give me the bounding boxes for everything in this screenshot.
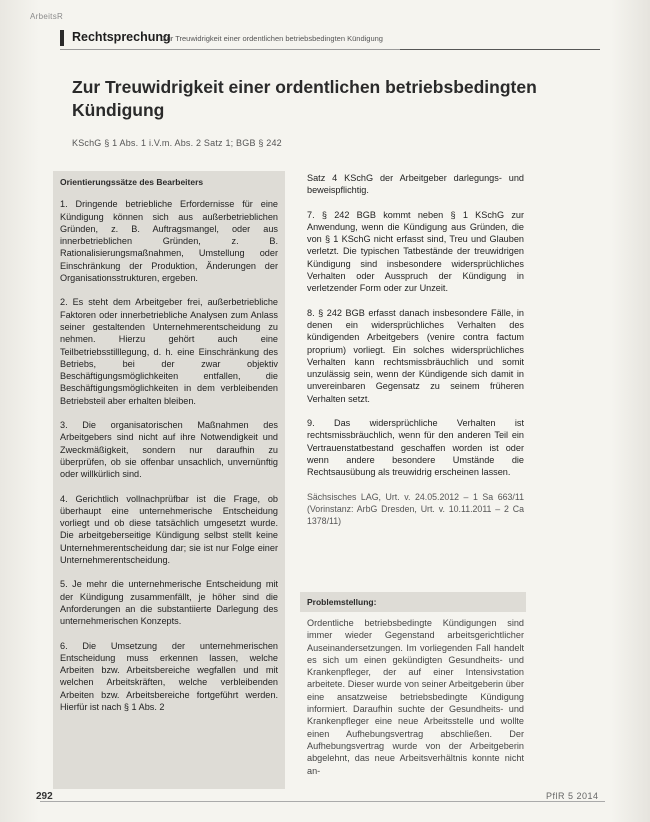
footer-divider <box>40 801 605 802</box>
problem-column <box>307 617 524 789</box>
guideline-3: 3. Die organisatorischen Maßnahmen des Arbeitgebers sind nicht auf ihre Notwendigkeit und Zweckmäßigkeit, sondern nur daraufhin zu überprüfen, ob sie offenbar unsachlich, unvernünftig oder willkürlich sind. <box>60 420 278 480</box>
guideline-6: 6. Die Umsetzung der unternehmerischen Entscheidung muss erkennen lassen, welche Arbeiten bzw. Arbeitsbereiche wegfallen und mit welchen Arbeitskräften, welche verbleibenden Arbeiten bzw. Arbeitsbereiche fortgeführt werden. Hierfür ist nach § 1 Abs. 2 <box>60 640 278 712</box>
guideline-4: 4. Gerichtlich vollnachprüfbar ist die Frage, ob überhaupt eine unternehmerische Entscheidung vorliegt und ob diese tatsächlich umgesetzt wurde. Die arbeitgeberseitige Kündigung selbst stellt keine Unternehmerentscheidung dar; sie ist nur Folge einer Unternehmerentscheidung. <box>60 493 278 566</box>
journal-issue: PflR 5 2014 <box>546 791 599 801</box>
guideline-7: 7. § 242 BGB kommt neben § 1 KSchG zur Anwendung, wenn die Kündigung aus Gründen, die von § 1 KSchG nicht erfasst sind, Treu und Glauben verletzt. Die typischen Tatbestände der treuwidrigen Kündigung sind insbesondere widersprüchliches Verhalten oder Ausspruch der Kündigung in verletzender Form oder zur Unzeit. <box>307 209 524 294</box>
problem-heading: Problemstellung: <box>307 597 377 607</box>
article-title: Zur Treuwidrigkeit einer ordentlichen betriebsbedingten Kündigung <box>72 77 537 120</box>
guideline-8: 8. § 242 BGB erfasst danach insbesondere Fälle, in denen ein widersprüchliches Verhalten des kündigenden Arbeitgebers (venire contra factum proprium) vorliegt. Ein solches widersprüchliches Verhalten kann rechtsmissbräuchlich und somit unzulässig sein, wenn der Kündigende sich damit in unvereinbaren Gegensatz zu seinem früheren Verhalten setzt. <box>307 307 524 404</box>
left-column <box>60 176 278 725</box>
legal-reference: KSchG § 1 Abs. 1 i.V.m. Abs. 2 Satz 1; BGB § 242 <box>72 138 282 148</box>
header-divider-accent <box>400 49 600 50</box>
section-title: Rechtsprechung <box>72 30 171 44</box>
right-column <box>307 172 524 541</box>
guideline-5: 5. Je mehr die unternehmerische Entscheidung mit der Kündigung zusammenfällt, je höher sind die Anforderungen an die substantiierte Darlegung des unternehmerischen Konzepts. <box>60 579 278 627</box>
guideline-1: 1. Dringende betriebliche Erfordernisse für eine Kündigung können sich aus außerbetrieblichen Gründen, z. B. Auftragsmangel, oder aus innerbetrieblichen Gründen, z. B. Rationalisierungsmaßnahmen, Umstellung oder Einschränkung der Produktion, Änderungen der Organisationsstrukturen, ergeben. <box>60 199 278 284</box>
problem-text: Ordentliche betriebsbedingte Kündigungen sind immer wieder Gegenstand arbeitsgerichtlicher Auseinandersetzungen. Im vorliegenden Fall handelt es sich um einen gekündigten Gesundheits- und Krankenpfleger, der auf einer Intensivstation arbeitete. Dieser wurde von seiner Arbeitgeberin über eine ansatzweise betriebsbedingte Kündigung informiert. Daraufhin suchte der Gesundheits- und Krankenpfleger eine neue Arbeitsstelle und wollte einen Aufhebungsvertrag abschließen. Der Aufhebungsvertrag wurde von der Arbeitgeberin abgelehnt, das neue Arbeitsverhältnis konnte nicht an- <box>307 618 524 776</box>
guidelines-heading: Orientierungssätze des Bearbeiters <box>60 177 204 187</box>
running-tag: ArbeitsR <box>30 12 64 21</box>
court-citation: Sächsisches LAG, Urt. v. 24.05.2012 – 1 Sa 663/11 (Vorinstanz: ArbG Dresden, Urt. v. 10.11.2011 – 2 Ca 1378/11) <box>307 491 524 527</box>
guideline-2: 2. Es steht dem Arbeitgeber frei, außerbetriebliche Faktoren oder innerbetriebliche Analysen zum Anlass seiner gestaltenden Unternehmerentscheidung zu nehmen. Hierzu gehört auch eine Teilbetriebsstilllegung, d. h. eine Einschränkung des Betriebs, bei der zwar objektiv Beschäftigungsmöglichkeiten entfallen, die Beschäftigungsmöglichkeiten in dem verbleibenden Betriebsteil aber erhalten bleiben. <box>60 297 278 406</box>
guideline-9: 9. Das widersprüchliche Verhalten ist rechtsmissbräuchlich, wenn für den anderen Teil ein Vertrauenstatbestand geschaffen worden ist oder wenn andere besondere Umstände die Rechtsausübung als treuwidrig erscheinen lassen. <box>307 418 524 478</box>
section-marker <box>60 30 64 46</box>
section-subtitle: Zur Treuwidrigkeit einer ordentlichen betriebsbedingten Kündigung <box>162 34 383 43</box>
page-number: 292 <box>36 791 53 802</box>
guideline-6-continued: Satz 4 KSchG der Arbeitgeber darlegungs- und beweispflichtig. <box>307 173 524 196</box>
